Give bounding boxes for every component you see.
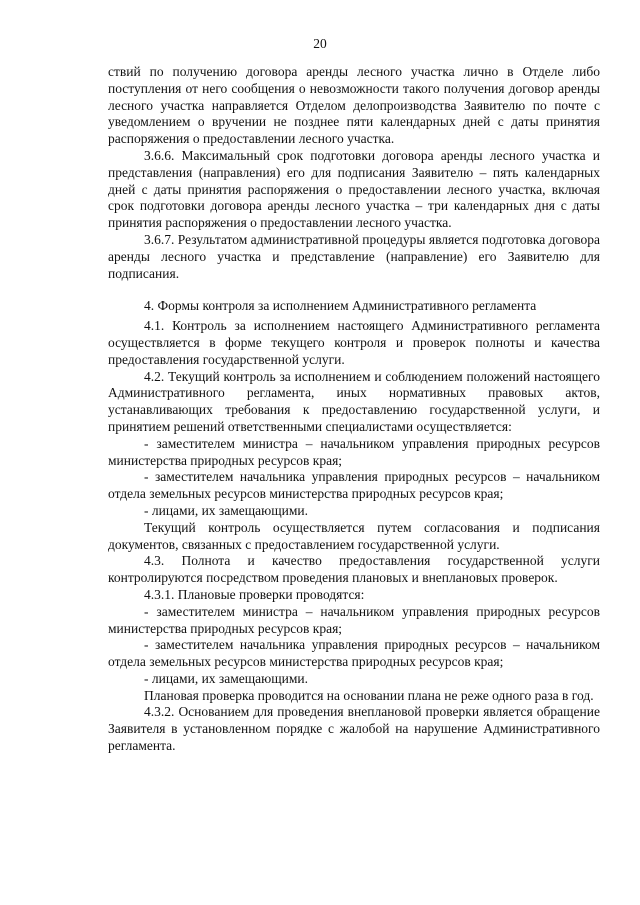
paragraph-3-6-7: 3.6.7. Результатом административной процедуры является подготовка договора аренды лесного участка и представление (направление) его Заявителю для подписания. xyxy=(108,231,600,281)
list-item: - заместителем начальника управления природных ресурсов – начальником отдела земельных ресурсов министерства природных ресурсов края; xyxy=(108,637,600,670)
paragraph-4-1: 4.1. Контроль за исполнением настоящего Административного регламента осуществляется в форме текущего контроля и проверок полноты и качества предоставления государственной услуги. xyxy=(108,318,600,367)
list-item: - заместителем начальника управления природных ресурсов – начальником отдела земельных ресурсов министерства природных ресурсов края; xyxy=(108,469,600,502)
list-item: - заместителем министра – начальником управления природных ресурсов министерства природных ресурсов края; xyxy=(108,603,600,636)
paragraph-current-control: Текущий контроль осуществляется путем согласования и подписания документов, связанных с предоставлением государственной услуги. xyxy=(108,519,600,552)
paragraph-planned-check: Плановая проверка проводится на основании плана не реже одного раза в год. xyxy=(144,687,594,703)
list-item: - лицами, их замещающими. xyxy=(144,670,309,686)
paragraph-continuation: ствий по получению договора аренды лесного участка лично в Отделе либо поступления от него сообщения о невозможности такого получения договор аренды лесного участка направляется Отделом делопроизводства Заявителю по почте с уведомлением о вручении не позднее пяти календарных дней с даты принятия распоряжения о предоставлении лесного участка. xyxy=(108,64,600,147)
list-item: - заместителем министра – начальником управления природных ресурсов министерства природных ресурсов края; xyxy=(108,435,600,468)
paragraph-4-3: 4.3. Полнота и качество предоставления государственной услуги контролируются посредством проведения плановых и внеплановых проверок. xyxy=(108,553,600,586)
document-body xyxy=(108,64,600,755)
list-item: - лицами, их замещающими. xyxy=(144,502,309,518)
paragraph-4-3-2: 4.3.2. Основанием для проведения внеплановой проверки является обращение Заявителя в установленном порядке с жалобой на нарушение Административного регламента. xyxy=(108,704,600,754)
page-number: 20 xyxy=(313,36,327,51)
paragraph-4-2: 4.2. Текущий контроль за исполнением и соблюдением положений настоящего Административного регламента, иных нормативных правовых актов, устанавливающих требования к предоставлению государственной услуги, и принятием решений ответственными специалистами осуществляется: xyxy=(108,368,600,434)
paragraph-3-6-6: 3.6.6. Максимальный срок подготовки договора аренды лесного участка и представления (направления) его для подписания Заявителю – пять календарных дней с даты принятия распоряжения о предоставлении лесного участка, включая срок подготовки договора аренды лесного участка – три календарных дня с даты принятия распоряжения о предоставлении лесного участка. xyxy=(108,147,600,231)
paragraph-4-3-1: 4.3.1. Плановые проверки проводятся: xyxy=(144,586,365,602)
section-heading: 4. Формы контроля за исполнением Административного регламента xyxy=(144,298,537,314)
